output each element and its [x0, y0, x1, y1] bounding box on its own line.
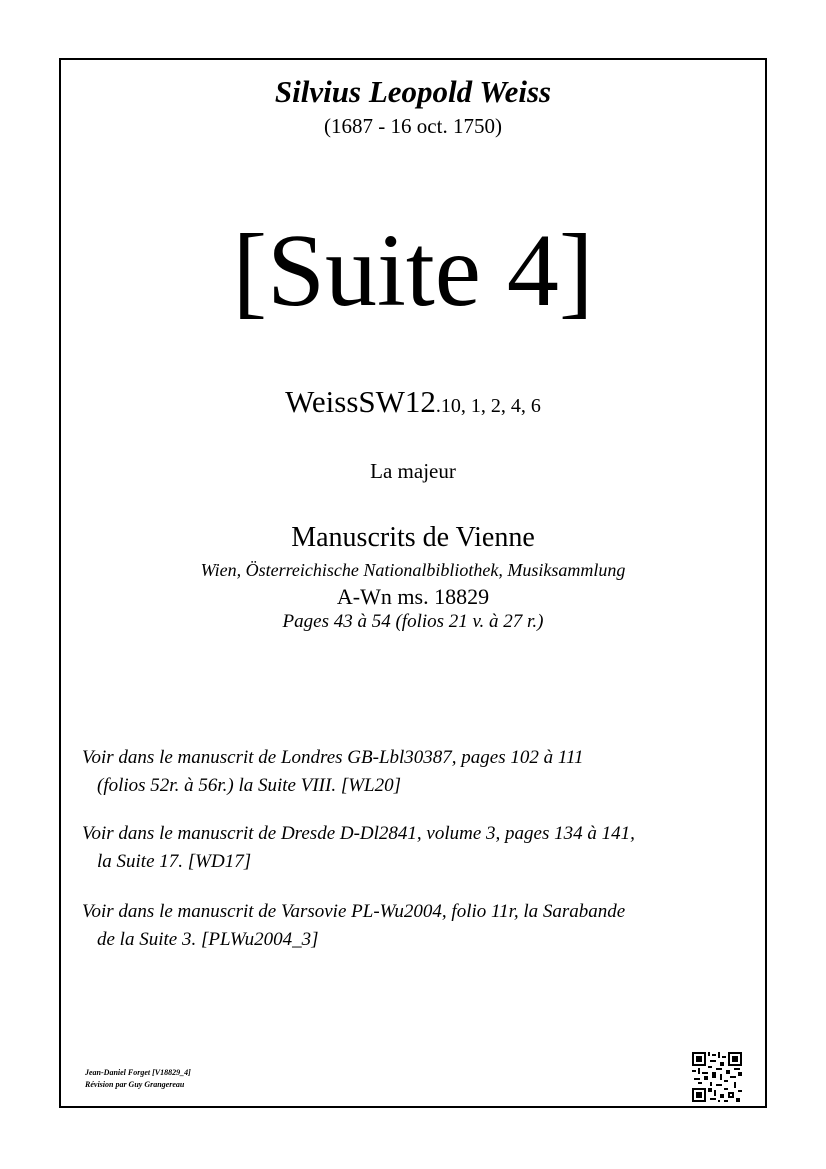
work-title: [Suite 4] [232, 213, 594, 328]
catalog-number [0, 384, 826, 420]
note-dresden [82, 820, 635, 876]
note-warsaw [82, 898, 625, 954]
note-line-2: (folios 52r. à 56r.) la Suite VIII. [WL20] [97, 775, 401, 796]
catalog-sub: .10, 1, 2, 4, 6 [435, 395, 541, 417]
note-line-2: de la Suite 3. [PLWu2004_3] [97, 929, 319, 950]
note-line-1: Voir dans le manuscrit de Varsovie PL-Wu2004, folio 11r, la Sarabande [82, 901, 626, 922]
composer-dates: (1687 - 16 oct. 1750) [324, 114, 502, 138]
source-name: Manuscrits de Vienne [291, 522, 535, 553]
qr-code-icon [692, 1052, 742, 1102]
source-shelfmark: A-Wn ms. 18829 [336, 584, 490, 609]
credit-revision: Révision par Guy Grangereau [85, 1080, 185, 1089]
composer-name: Silvius Leopold Weiss [274, 74, 552, 109]
catalog-main: WeissSW12 [285, 384, 436, 419]
source-library: Wien, Österreichische Nationalbibliothek, Musiksammlung [200, 560, 626, 580]
note-line-1: Voir dans le manuscrit de Londres GB-Lbl30387, pages 102 à 111 [82, 747, 584, 768]
note-line-1: Voir dans le manuscrit de Dresde D-Dl2841, volume 3, pages 134 à 141, [82, 823, 635, 844]
note-line-2: la Suite 17. [WD17] [97, 851, 252, 872]
note-london [82, 744, 584, 800]
source-pages: Pages 43 à 54 (folios 21 v. à 27 r.) [282, 611, 544, 632]
work-key: La majeur [370, 459, 456, 483]
credits [85, 1067, 191, 1091]
credit-author: Jean-Daniel Forget [V18829_4] [85, 1068, 191, 1077]
